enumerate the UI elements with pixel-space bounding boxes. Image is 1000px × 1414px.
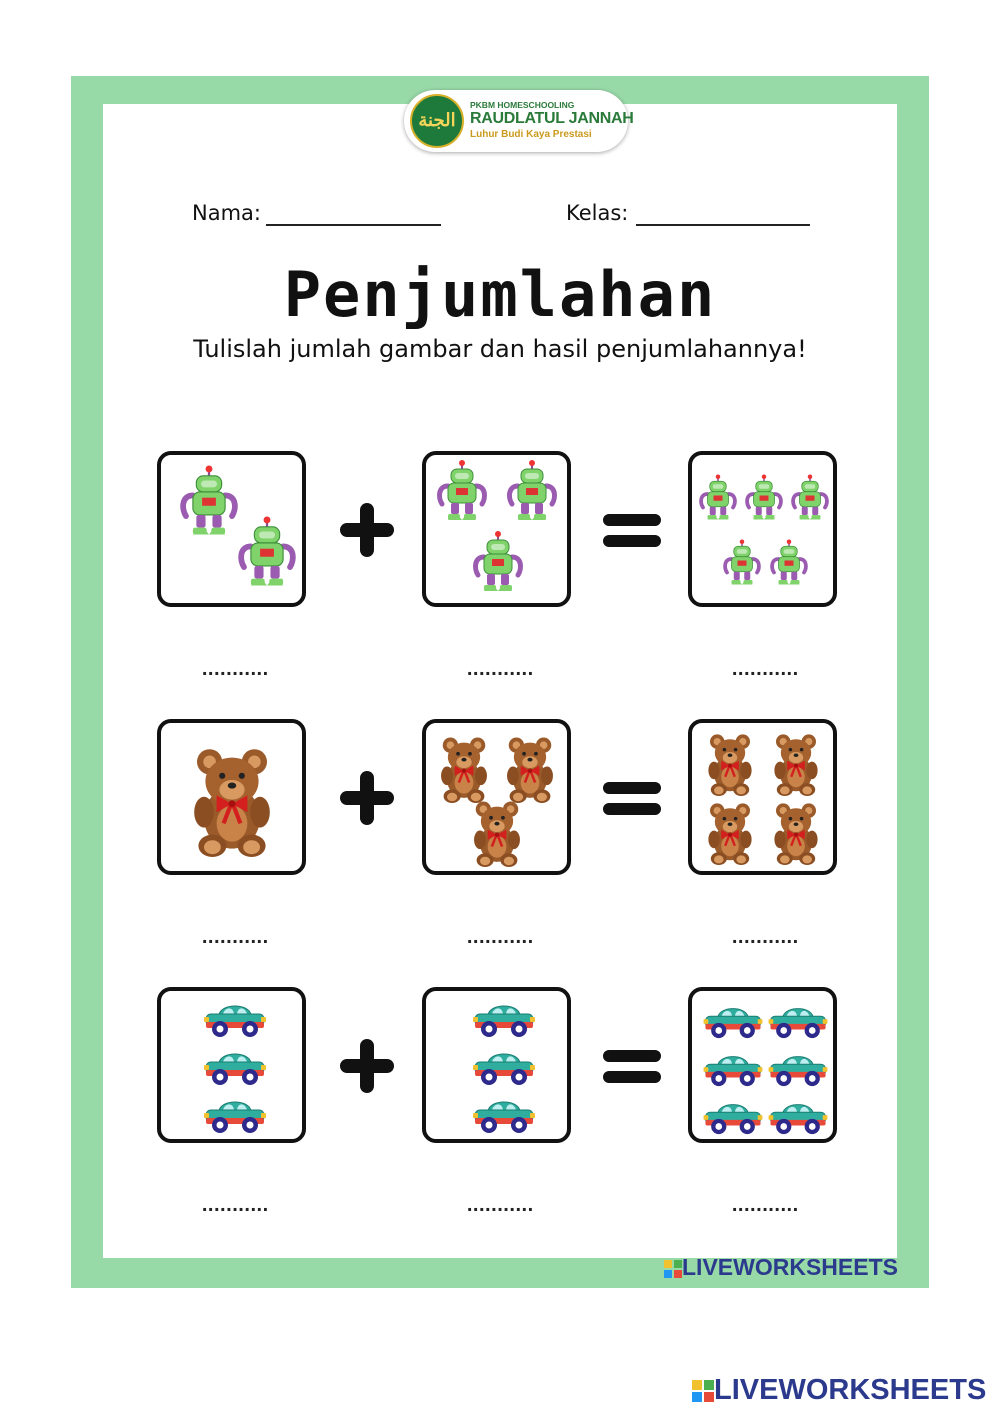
liveworksheets-watermark: LIVEWORKSHEETS [664, 1254, 898, 1281]
toy-car-icon [473, 1006, 535, 1037]
toy-car-icon [704, 1009, 763, 1038]
name-field[interactable] [266, 224, 441, 226]
robot-icon [476, 531, 521, 591]
teddy-bear-icon [441, 738, 487, 803]
robot-icon [241, 517, 293, 586]
answer-blank[interactable]: ........... [466, 660, 534, 679]
toy-car-icon [769, 1009, 828, 1038]
logo-tagline: Luhur Budi Kaya Prestasi [470, 129, 592, 140]
picture-box-left [157, 451, 306, 607]
toy-car-icon [704, 1057, 763, 1086]
toy-car-icon [204, 1054, 266, 1085]
answer-blank[interactable]: ........... [201, 660, 269, 679]
liveworksheets-logo-icon [692, 1380, 714, 1402]
picture-box-result [688, 451, 837, 607]
toy-car-icon [704, 1105, 763, 1134]
instruction-text: Tulislah jumlah gambar dan hasil penjumlahannya! [193, 335, 807, 363]
class-field[interactable] [636, 224, 810, 226]
teddy-bear-icon [194, 749, 270, 857]
robot-icon [701, 475, 735, 520]
teddy-bear-icon [774, 734, 817, 796]
picture-box-result [688, 987, 837, 1143]
teddy-bear-icon [507, 738, 553, 803]
answer-blank[interactable]: ........... [731, 928, 799, 947]
liveworksheets-footer: LIVEWORKSHEETS [692, 1374, 986, 1407]
robot-icon [793, 475, 827, 520]
answer-blank[interactable]: ........... [466, 928, 534, 947]
page-title: Penjumlahan [283, 258, 717, 331]
answer-blank[interactable]: ........... [201, 1196, 269, 1215]
toy-car-icon [204, 1006, 266, 1037]
robot-icon [510, 460, 555, 520]
picture-box-left [157, 719, 306, 875]
answer-blank[interactable]: ........... [731, 1196, 799, 1215]
robot-icon [183, 466, 235, 535]
picture-box-right [422, 987, 571, 1143]
school-logo [404, 90, 634, 152]
logo-line-1: PKBM HOMESCHOOLING [470, 100, 575, 110]
toy-car-icon [473, 1102, 535, 1133]
toy-car-icon [204, 1102, 266, 1133]
answer-blank[interactable]: ........... [201, 928, 269, 947]
toy-car-icon [473, 1054, 535, 1085]
liveworksheets-logo-icon [664, 1260, 682, 1278]
teddy-bear-icon [474, 802, 520, 867]
teddy-bear-icon [774, 803, 817, 865]
class-label: Kelas: [566, 201, 629, 225]
equals-icon [603, 1050, 661, 1084]
picture-box-left [157, 987, 306, 1143]
logo-line-2: RAUDLATUL JANNAH [470, 110, 634, 127]
robot-icon [725, 540, 759, 585]
plus-icon [340, 1039, 394, 1093]
robot-icon [440, 460, 485, 520]
picture-box-result [688, 719, 837, 875]
name-label: Nama: [192, 201, 261, 225]
answer-blank[interactable]: ........... [731, 660, 799, 679]
robot-icon [747, 475, 781, 520]
plus-icon [340, 771, 394, 825]
picture-box-right [422, 719, 571, 875]
teddy-bear-icon [708, 803, 751, 865]
picture-box-right [422, 451, 571, 607]
robot-icon [772, 540, 806, 585]
school-emblem-icon: الجنة [410, 94, 464, 148]
toy-car-icon [769, 1105, 828, 1134]
teddy-bear-icon [708, 734, 751, 796]
equals-icon [603, 782, 661, 816]
toy-car-icon [769, 1057, 828, 1086]
answer-blank[interactable]: ........... [466, 1196, 534, 1215]
plus-icon [340, 503, 394, 557]
equals-icon [603, 514, 661, 548]
